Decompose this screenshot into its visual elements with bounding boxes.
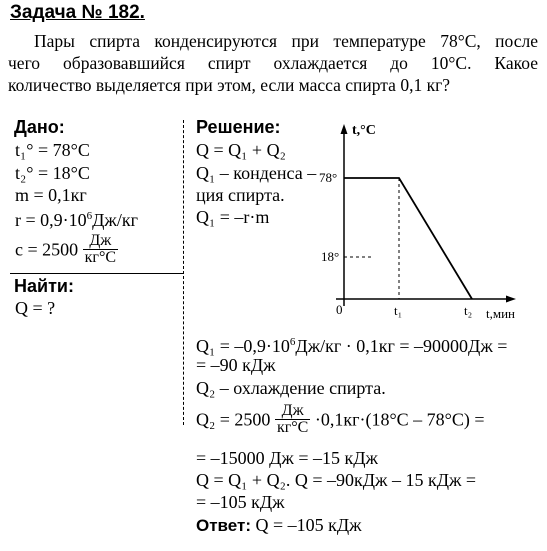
given-r-prefix: r = 0,9·10 [15,210,87,230]
given-header: Дано: [14,117,65,137]
given-t2: t₂° = 18°С [15,163,90,183]
solution-line-9: = –15000 Дж = –15 кДж [196,448,378,468]
find-q: Q = ? [15,298,56,318]
solution-line-4: Q₁ = –r·m [196,207,270,227]
answer-label: Ответ: [196,516,251,535]
given-t1: t₁° = 78°С [15,140,90,160]
solution-line-6: = –90 кДж [196,355,276,375]
problem-statement [8,30,538,96]
origin-label: 0 [336,302,343,317]
solution-line-11: = –105 кДж [196,492,285,512]
x-axis-arrow [506,296,516,303]
given-c-prefix: с = 2500 [15,239,79,260]
solution-line-2: Q₁ – конденса – [196,163,317,183]
given-c [15,233,118,266]
column-divider [183,120,184,425]
given-divider [10,273,183,274]
solution-line-8-numerator: Дж [281,402,304,419]
given-r [15,205,138,231]
find-header: Найти: [14,276,74,296]
solution-line-8-fraction [275,403,310,436]
answer [196,514,362,537]
answer-value: Q = –105 кДж [251,515,362,535]
solution-header: Решение: [196,117,281,137]
temperature-curve [344,178,472,299]
solution-line-5-a: Q₁ = –0,9·10 [196,336,290,356]
y-tick-18: 18° [321,249,340,264]
solution-line-5-exponent: 6 [289,336,296,348]
y-axis-arrow [341,124,348,134]
given-c-numerator: Дж [89,232,112,249]
solution-line-8-denominator: кг°С [276,419,309,436]
x-axis-label: t,мин [486,306,516,321]
x-tick-t2: t₂ [464,303,473,318]
problem-line-2: чего образовавшийся спирт охлаждается до 10°С. Какое [8,53,538,73]
solution-line-1: Q = Q₁ + Q₂ [196,140,286,160]
solution-line-3: ция спирта. [196,185,285,205]
given-r-exponent: 6 [86,210,93,222]
solution-line-7: Q₂ – охлаждение спирта. [196,378,386,398]
problem-line-1: Пары спирта конденсируются при температуре 78°С, после [34,31,538,51]
solution-line-5-b: Дж/кг · 0,1кг = –90000Дж = [295,336,508,356]
y-axis-label: t,°С [352,123,376,138]
x-tick-t1: t₁ [394,303,403,318]
solution-line-8-b: ·0,1кг·(18°С – 78°С) = [314,409,485,430]
solution-line-10: Q = Q₁ + Q₂. Q = –90кДж – 15 кДж = [196,470,477,490]
problem-title: Задача № 182. [10,2,145,23]
given-r-unit: Дж/кг [92,210,138,230]
y-tick-78: 78° [319,170,338,185]
solution-line-8 [196,403,485,436]
temperature-time-graph [316,120,531,330]
given-c-fraction [83,233,118,266]
problem-line-3: количество выделяется при этом, если масса спирта 0,1 кг? [8,75,451,95]
given-c-denominator: кг°С [84,249,117,266]
solution-line-8-a: Q₂ = 2500 [196,409,271,430]
given-mass: m = 0,1кг [15,185,87,205]
